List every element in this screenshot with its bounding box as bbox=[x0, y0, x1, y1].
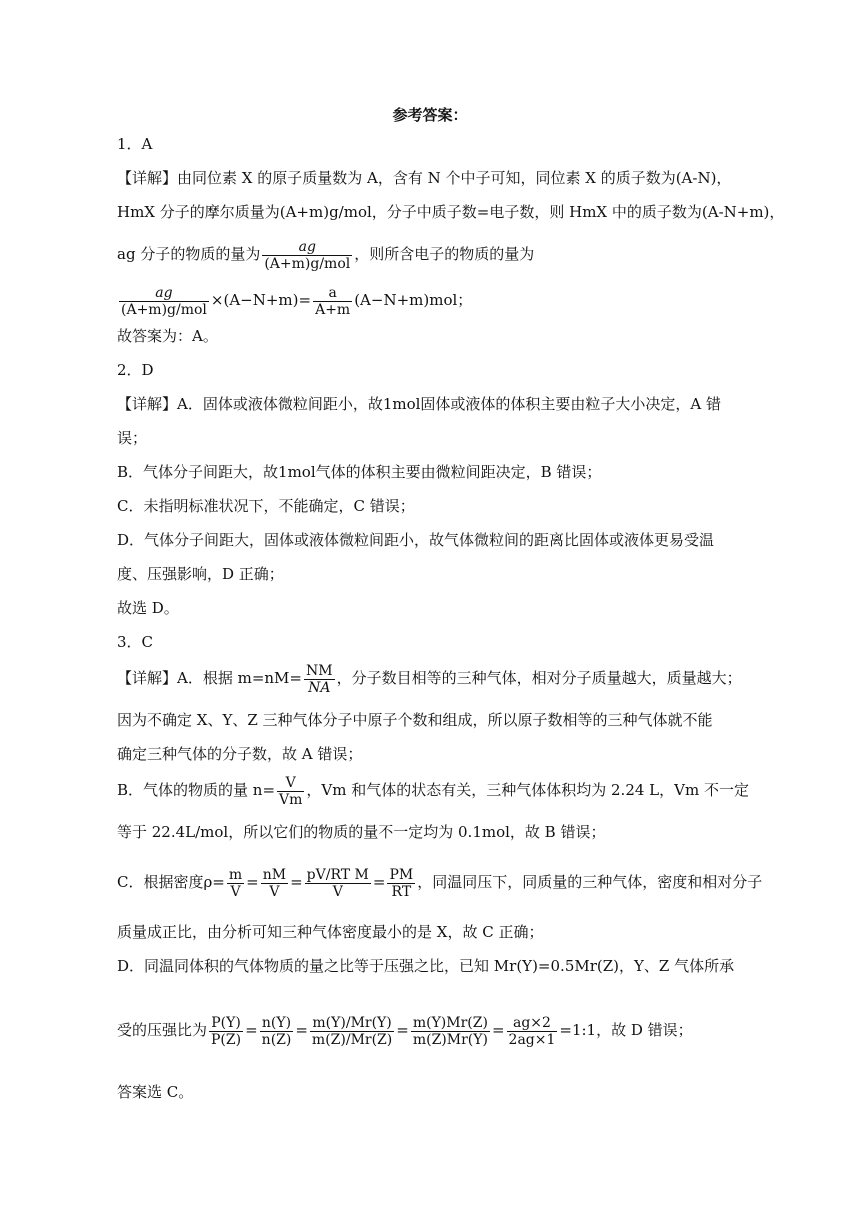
fraction: $\frac{n(Y)}{n(Z)}$ bbox=[261, 1014, 292, 1048]
q3-d-line-1: D．同温同体积的气体物质的量之比等于压强之比，已知 Mr(Y)=0.5Mr(Z)，Y、Z 气体所承 bbox=[117, 957, 735, 975]
q2-line-2: 误； bbox=[117, 429, 148, 447]
q2-line-1: 【详解】A．固体或液体微粒间距小，故1mol固体或液体的体积主要由粒子大小决定，A 错 bbox=[117, 395, 722, 413]
q3-b-line-2: 等于 22.4L/mol，所以它们的物质的量不一定均为 0.1mol，故 B 错误； bbox=[117, 823, 606, 841]
fraction: $\frac{nM}{V}$ bbox=[262, 866, 287, 900]
fraction: $\frac{ag}{\text{(A+m)g/mol}}$ bbox=[264, 238, 351, 272]
q3-a-line-2: 因为不确定 X、Y、Z 三种气体分子中原子个数和组成，所以原子数相等的三种气体就不能 bbox=[117, 711, 713, 729]
q3-c-line-2: 质量成正比，由分析可知三种气体密度最小的是 X，故 C 正确； bbox=[117, 923, 544, 941]
q1-line-3: ag 分子的物质的量为 $\frac{ag}{\text{(A+m)g/mol}}$ ，则所含电子的物质的量为 bbox=[117, 238, 535, 272]
fraction: $\frac{\text{pV/RT M}}{V}$ bbox=[306, 866, 369, 900]
q3-c-line-1: C．根据密度ρ= $\frac{m}{V}$ = $\frac{nM}{V}$ = $\frac{\text{pV/RT M}}{V}$ = $\frac{PM}{RT}$ ，同温同压下，同质量的三种气体，密度和相对分子 bbox=[117, 866, 763, 900]
fraction: $\frac{m}{V}$ bbox=[228, 866, 243, 900]
fraction: $\frac{P(Y)}{P(Z)}$ bbox=[211, 1014, 242, 1048]
q1-line-4: $\frac{ag}{\text{(A+m)g/mol}}$ ×(A−N+m)= $\frac{a}{A+m}$ (A−N+m)mol； bbox=[121, 284, 473, 318]
fraction: $\frac{ag}{\text{(A+m)g/mol}}$ bbox=[121, 284, 207, 318]
q3-d-line-2: 受的压强比为 $\frac{P(Y)}{P(Z)}$ = $\frac{n(Y)}{n(Z)}$ = $\frac{m(Y)/Mr(Y)}{m(Z)/Mr(Z)}$ = $\frac{m(Y)Mr(Z)}{m(Z)Mr(Y)}$ = $\frac{ag\times 2}{2ag\times 1}$ =1:1，故 D 错误； bbox=[117, 1014, 693, 1048]
fraction: $\frac{ag\times 2}{2ag\times 1}$ bbox=[508, 1014, 556, 1048]
fraction: $\frac{m(Y)Mr(Z)}{m(Z)Mr(Y)}$ bbox=[412, 1014, 488, 1048]
q1-number: 1．A bbox=[117, 135, 153, 153]
q3-b-line-1: B．气体的物质的量 n= $\frac{V}{Vm}$ ，Vm 和气体的状态有关，三种气体体积均为 2.24 L，Vm 不一定 bbox=[117, 774, 749, 808]
q2-line-7: 故选 D。 bbox=[117, 599, 179, 617]
q2-line-5: D．气体分子间距大，固体或液体微粒间距小，故气体微粒间的距离比固体或液体更易受温 bbox=[117, 531, 715, 549]
fraction: $\frac{m(Y)/Mr(Y)}{m(Z)/Mr(Z)}$ bbox=[311, 1014, 393, 1048]
q3-number: 3．C bbox=[117, 633, 154, 651]
q2-number: 2．D bbox=[117, 361, 154, 379]
q1-line-2: HmX 分子的摩尔质量为(A+m)g/mol，分子中质子数=电子数，则 HmX 中的质子数为(A-N+m)， bbox=[117, 203, 785, 221]
page-title: 参考答案： bbox=[392, 106, 468, 124]
q3-a-line-3: 确定三种气体的分子数，故 A 错误； bbox=[117, 745, 363, 763]
fraction: $\frac{a}{A+m}$ bbox=[315, 284, 351, 318]
q1-line-1: 【详解】由同位素 X 的原子质量数为 A，含有 N 个中子可知，同位素 X 的质子数为(A-N)， bbox=[117, 169, 732, 187]
q2-line-3: B．气体分子间距大，故1mol气体的体积主要由微粒间距决定，B 错误； bbox=[117, 463, 602, 481]
q3-answer-line: 答案选 C。 bbox=[117, 1083, 194, 1101]
q2-line-4: C．未指明标准状况下，不能确定，C 错误； bbox=[117, 497, 415, 515]
fraction: $\frac{PM}{RT}$ bbox=[389, 866, 414, 900]
q1-line-5: 故答案为：A。 bbox=[117, 327, 218, 345]
fraction: $\frac{V}{Vm}$ bbox=[279, 774, 303, 808]
q2-line-6: 度、压强影响，D 正确； bbox=[117, 565, 284, 583]
fraction: $\frac{NM}{NA}$ bbox=[305, 662, 333, 696]
q3-a-line-1: 【详解】A．根据 m=nM= $\frac{NM}{NA}$ ，分子数目相等的三种气体，相对分子质量越大，质量越大； bbox=[117, 662, 742, 696]
